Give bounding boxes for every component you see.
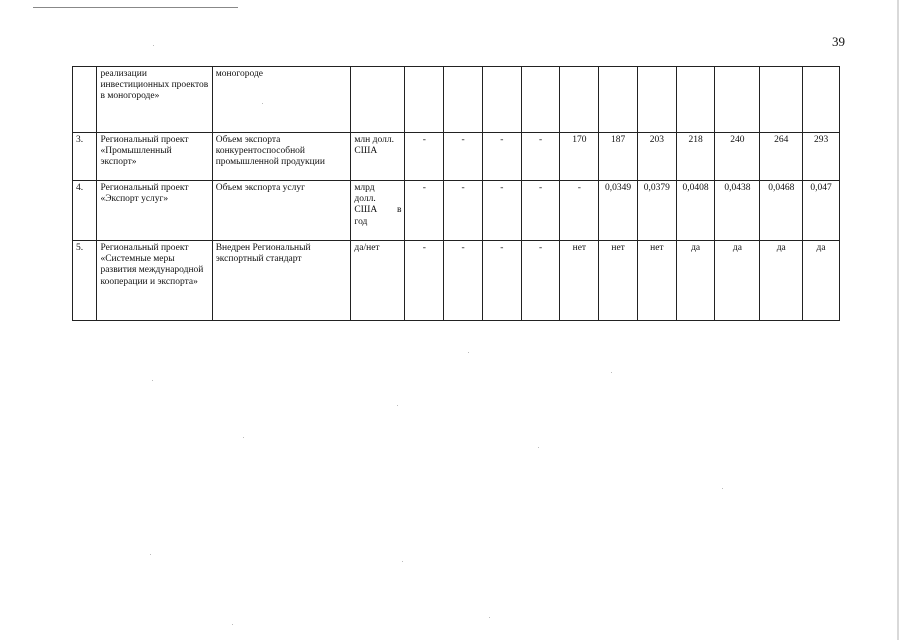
value-cell [760, 67, 803, 133]
value-cell: 203 [637, 133, 676, 181]
value-cell: 187 [599, 133, 638, 181]
value-cell: да [676, 241, 715, 321]
value-cell [444, 67, 483, 133]
value-cell: 0,0468 [760, 181, 803, 241]
unit-text: млн долл. [354, 135, 394, 145]
table-row [73, 181, 840, 241]
unit-cell [351, 67, 405, 133]
unit-text: США [354, 146, 378, 157]
table-row [73, 133, 840, 181]
table-row [73, 67, 840, 133]
project-cell: Региональный проект «Системные меры развития международной кооперации и экспорта» [97, 241, 212, 321]
value-cell: 0,047 [803, 181, 840, 241]
value-cell: - [560, 181, 599, 241]
row-number-cell: 3. [73, 133, 97, 181]
project-cell: реализации инвестиционных проектов в моногороде» [97, 67, 212, 133]
value-cell: - [521, 241, 560, 321]
value-cell: нет [637, 241, 676, 321]
value-cell: 264 [760, 133, 803, 181]
unit-text: США [354, 205, 378, 216]
value-cell: 0,0379 [637, 181, 676, 241]
value-cell [715, 67, 760, 133]
value-cell: 0,0349 [599, 181, 638, 241]
value-cell: - [482, 181, 521, 241]
value-cell: - [444, 241, 483, 321]
value-cell: да [715, 241, 760, 321]
value-cell [405, 67, 444, 133]
value-cell [803, 67, 840, 133]
unit-cell [351, 133, 405, 181]
value-cell: 170 [560, 133, 599, 181]
unit-text: долл. [354, 194, 376, 205]
row-number-cell: 4. [73, 181, 97, 241]
unit-text: млрд [354, 183, 375, 193]
unit-text: да/нет [354, 243, 380, 253]
value-cell: - [405, 133, 444, 181]
value-cell [521, 67, 560, 133]
value-cell: - [405, 181, 444, 241]
value-cell: 218 [676, 133, 715, 181]
indicator-cell: Объем экспорта услуг [212, 181, 351, 241]
value-cell: 293 [803, 133, 840, 181]
value-cell: 0,0408 [676, 181, 715, 241]
project-cell: Региональный проект «Экспорт услуг» [97, 181, 212, 241]
indicator-cell: Внедрен Региональный экспортный стандарт [212, 241, 351, 321]
value-cell [637, 67, 676, 133]
indicator-table [72, 66, 840, 321]
value-cell: 0,0438 [715, 181, 760, 241]
indicator-cell: Объем экспорта конкурентоспособной промышленной продукции [212, 133, 351, 181]
value-cell: нет [599, 241, 638, 321]
value-cell: нет [560, 241, 599, 321]
unit-cell [351, 181, 405, 241]
value-cell [560, 67, 599, 133]
indicator-cell: моногороде [212, 67, 351, 133]
table-row [73, 241, 840, 321]
value-cell: да [803, 241, 840, 321]
value-cell: 240 [715, 133, 760, 181]
page-number: 39 [832, 34, 845, 49]
value-cell: да [760, 241, 803, 321]
value-cell: - [482, 241, 521, 321]
unit-text: год [354, 216, 368, 227]
table-body [73, 67, 840, 321]
project-cell: Региональный проект «Промышленный экспорт» [97, 133, 212, 181]
row-number-cell: 5. [73, 241, 97, 321]
value-cell [676, 67, 715, 133]
value-cell [482, 67, 521, 133]
value-cell: - [521, 181, 560, 241]
value-cell: - [482, 133, 521, 181]
value-cell: - [405, 241, 444, 321]
value-cell: - [521, 133, 560, 181]
unit-text: в [396, 205, 402, 216]
value-cell: - [444, 181, 483, 241]
scan-edge [897, 0, 899, 640]
row-number-cell [73, 67, 97, 133]
top-rule [33, 7, 238, 8]
unit-cell [351, 241, 405, 321]
value-cell [599, 67, 638, 133]
value-cell: - [444, 133, 483, 181]
